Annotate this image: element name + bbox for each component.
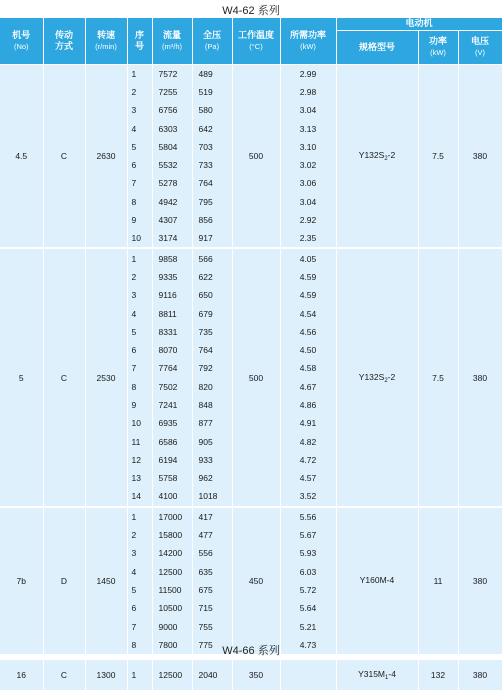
cell-power: 4.86 [280, 396, 336, 414]
cell-seq: 7 [127, 617, 152, 635]
cell-motor-power: 11 [418, 507, 458, 655]
cell-pressure: 642 [192, 119, 232, 137]
cell-seq: 12 [127, 451, 152, 469]
cell-flow: 11500 [152, 581, 192, 599]
cell-power: 4.50 [280, 341, 336, 359]
cell-pressure: 856 [192, 211, 232, 229]
cell-seq: 14 [127, 487, 152, 506]
cell-seq: 4 [127, 563, 152, 581]
cell-power: 4.56 [280, 323, 336, 341]
cell-speed: 2530 [85, 248, 127, 506]
cell-pressure: 917 [192, 229, 232, 248]
cell-drive: D [43, 507, 85, 655]
col-header-model: 规格型号 [336, 30, 418, 64]
cell-flow: 6935 [152, 414, 192, 432]
cell-power: 5.64 [280, 599, 336, 617]
cell-seq: 3 [127, 544, 152, 562]
cell-temp: 500 [232, 248, 280, 506]
cell-power: 4.54 [280, 304, 336, 322]
cell-voltage: 380 [458, 660, 502, 690]
cell-flow: 8811 [152, 304, 192, 322]
cell-speed: 2630 [85, 64, 127, 248]
cell-seq: 6 [127, 156, 152, 174]
cell-flow: 8331 [152, 323, 192, 341]
cell-pressure: 417 [192, 507, 232, 526]
cell-seq: 1 [127, 507, 152, 526]
col-header-motor: 电动机 [336, 18, 502, 30]
cell-pressure: 566 [192, 248, 232, 267]
cell-seq: 1 [127, 660, 152, 690]
cell-power: 3.06 [280, 174, 336, 192]
cell-flow: 4942 [152, 193, 192, 211]
cell-seq: 3 [127, 286, 152, 304]
cell-flow: 6194 [152, 451, 192, 469]
cell-power: 5.93 [280, 544, 336, 562]
cell-power: 3.52 [280, 487, 336, 506]
cell-pressure: 733 [192, 156, 232, 174]
cell-drive: C [43, 248, 85, 506]
col-header-no: 机号 (No) [0, 18, 43, 64]
cell-power: 4.91 [280, 414, 336, 432]
cell-seq: 2 [127, 83, 152, 101]
cell-pressure: 556 [192, 544, 232, 562]
cell-model: $Y132S_2-2$ [336, 64, 418, 248]
cell-pressure: 775 [192, 636, 232, 655]
w4-66-spec-table [0, 660, 502, 690]
cell-seq: 9 [127, 211, 152, 229]
cell-flow: 7764 [152, 359, 192, 377]
cell-speed: 1450 [85, 507, 127, 655]
col-header-pressure: 全压 (Pa) [192, 18, 232, 64]
cell-power: 2.35 [280, 229, 336, 248]
cell-pressure: 703 [192, 138, 232, 156]
cell-flow: 7502 [152, 378, 192, 396]
col-header-voltage: 电压 (V) [458, 30, 502, 64]
cell-power: 4.58 [280, 359, 336, 377]
cell-flow: 10500 [152, 599, 192, 617]
cell-pressure: 2040 [192, 660, 232, 690]
cell-flow: 17000 [152, 507, 192, 526]
cell-power: 2.98 [280, 83, 336, 101]
cell-power: 3.10 [280, 138, 336, 156]
cell-pressure: 735 [192, 323, 232, 341]
cell-pressure: 489 [192, 64, 232, 83]
cell-seq: 2 [127, 526, 152, 544]
cell-seq: 7 [127, 174, 152, 192]
cell-pressure: 795 [192, 193, 232, 211]
cell-seq: 13 [127, 469, 152, 487]
cell-temp: 350 [232, 660, 280, 690]
cell-no: 16 [0, 660, 43, 690]
cell-pressure: 477 [192, 526, 232, 544]
cell-pressure: 877 [192, 414, 232, 432]
cell-model: Y160M-4 [336, 507, 418, 655]
col-header-flow: 流量 (m³/h) [152, 18, 192, 64]
col-header-power: 所需功率 (kW) [280, 18, 336, 64]
cell-seq: 7 [127, 359, 152, 377]
cell-flow: 5532 [152, 156, 192, 174]
cell-flow: 8070 [152, 341, 192, 359]
cell-flow: 6756 [152, 101, 192, 119]
cell-voltage: 380 [458, 507, 502, 655]
cell-flow: 12500 [152, 660, 192, 690]
cell-flow: 4307 [152, 211, 192, 229]
cell-flow: 14200 [152, 544, 192, 562]
table-row [0, 660, 502, 690]
cell-motor-power: 7.5 [418, 248, 458, 506]
cell-flow: 6303 [152, 119, 192, 137]
table-row [0, 64, 502, 83]
cell-temp: 450 [232, 507, 280, 655]
cell-seq: 4 [127, 119, 152, 137]
cell-power: 4.59 [280, 286, 336, 304]
cell-power: 2.92 [280, 211, 336, 229]
cell-flow: 7241 [152, 396, 192, 414]
cell-pressure: 764 [192, 341, 232, 359]
cell-power: 4.73 [280, 636, 336, 655]
cell-seq: 1 [127, 248, 152, 267]
cell-pressure: 580 [192, 101, 232, 119]
cell-seq: 1 [127, 64, 152, 83]
cell-pressure: 764 [192, 174, 232, 192]
col-header-temp: 工作温度 (°C) [232, 18, 280, 64]
cell-seq: 11 [127, 432, 152, 450]
cell-power: 3.02 [280, 156, 336, 174]
cell-flow: 4100 [152, 487, 192, 506]
cell-flow: 12500 [152, 563, 192, 581]
cell-pressure: 635 [192, 563, 232, 581]
cell-flow: 9000 [152, 617, 192, 635]
cell-pressure: 679 [192, 304, 232, 322]
cell-seq: 10 [127, 229, 152, 248]
cell-pressure: 650 [192, 286, 232, 304]
cell-power: 5.72 [280, 581, 336, 599]
cell-seq: 9 [127, 396, 152, 414]
cell-pressure: 715 [192, 599, 232, 617]
cell-seq: 6 [127, 599, 152, 617]
cell-flow: 9116 [152, 286, 192, 304]
cell-pressure: 675 [192, 581, 232, 599]
cell-power [280, 660, 336, 690]
cell-pressure: 792 [192, 359, 232, 377]
cell-motor-power: 132 [418, 660, 458, 690]
cell-flow: 9335 [152, 268, 192, 286]
col-header-seq: 序 号 [127, 18, 152, 64]
cell-motor-power: 7.5 [418, 64, 458, 248]
cell-seq: 2 [127, 268, 152, 286]
cell-speed: 1300 [85, 660, 127, 690]
cell-power: 4.82 [280, 432, 336, 450]
cell-power: 2.99 [280, 64, 336, 83]
cell-pressure: 933 [192, 451, 232, 469]
series-title-w4-62: W4-62 系列 [222, 5, 280, 17]
cell-flow: 7572 [152, 64, 192, 83]
cell-flow: 9858 [152, 248, 192, 267]
cell-power: 4.67 [280, 378, 336, 396]
cell-power: 5.21 [280, 617, 336, 635]
cell-drive: C [43, 660, 85, 690]
cell-power: 3.04 [280, 193, 336, 211]
cell-power: 4.72 [280, 451, 336, 469]
cell-power: 5.56 [280, 507, 336, 526]
cell-voltage: 380 [458, 248, 502, 506]
col-header-motor-power: 功率 (kW) [418, 30, 458, 64]
cell-pressure: 848 [192, 396, 232, 414]
cell-flow: 5804 [152, 138, 192, 156]
cell-pressure: 755 [192, 617, 232, 635]
cell-power: 5.67 [280, 526, 336, 544]
cell-pressure: 1018 [192, 487, 232, 506]
cell-flow: 6586 [152, 432, 192, 450]
table-row [0, 507, 502, 526]
cell-voltage: 380 [458, 64, 502, 248]
cell-temp: 500 [232, 64, 280, 248]
cell-power: 6.03 [280, 563, 336, 581]
cell-drive: C [43, 64, 85, 248]
cell-power: 3.04 [280, 101, 336, 119]
cell-seq: 5 [127, 323, 152, 341]
cell-no: 4.5 [0, 64, 43, 248]
cell-power: 4.57 [280, 469, 336, 487]
cell-seq: 5 [127, 581, 152, 599]
cell-flow: 7255 [152, 83, 192, 101]
cell-model: $Y315M_1-4$ [336, 660, 418, 690]
cell-seq: 4 [127, 304, 152, 322]
cell-no: 7b [0, 507, 43, 655]
cell-seq: 8 [127, 193, 152, 211]
cell-seq: 10 [127, 414, 152, 432]
cell-power: 4.59 [280, 268, 336, 286]
cell-flow: 5758 [152, 469, 192, 487]
cell-seq: 5 [127, 138, 152, 156]
cell-seq: 3 [127, 101, 152, 119]
cell-flow: 15800 [152, 526, 192, 544]
cell-pressure: 622 [192, 268, 232, 286]
w4-62-spec-table [0, 18, 502, 656]
cell-flow: 3174 [152, 229, 192, 248]
cell-seq: 8 [127, 378, 152, 396]
cell-pressure: 962 [192, 469, 232, 487]
table-row [0, 248, 502, 267]
cell-flow: 5278 [152, 174, 192, 192]
cell-pressure: 820 [192, 378, 232, 396]
cell-seq: 8 [127, 636, 152, 655]
cell-model: $Y132S_2-2$ [336, 248, 418, 506]
cell-flow: 7800 [152, 636, 192, 655]
cell-power: 3.13 [280, 119, 336, 137]
col-header-drive: 传动 方式 [43, 18, 85, 64]
cell-seq: 6 [127, 341, 152, 359]
series-title-w4-66: W4-66 系列 [222, 645, 280, 657]
cell-power: 4.05 [280, 248, 336, 267]
col-header-speed: 转速 (r/min) [85, 18, 127, 64]
cell-no: 5 [0, 248, 43, 506]
cell-pressure: 905 [192, 432, 232, 450]
cell-pressure: 519 [192, 83, 232, 101]
